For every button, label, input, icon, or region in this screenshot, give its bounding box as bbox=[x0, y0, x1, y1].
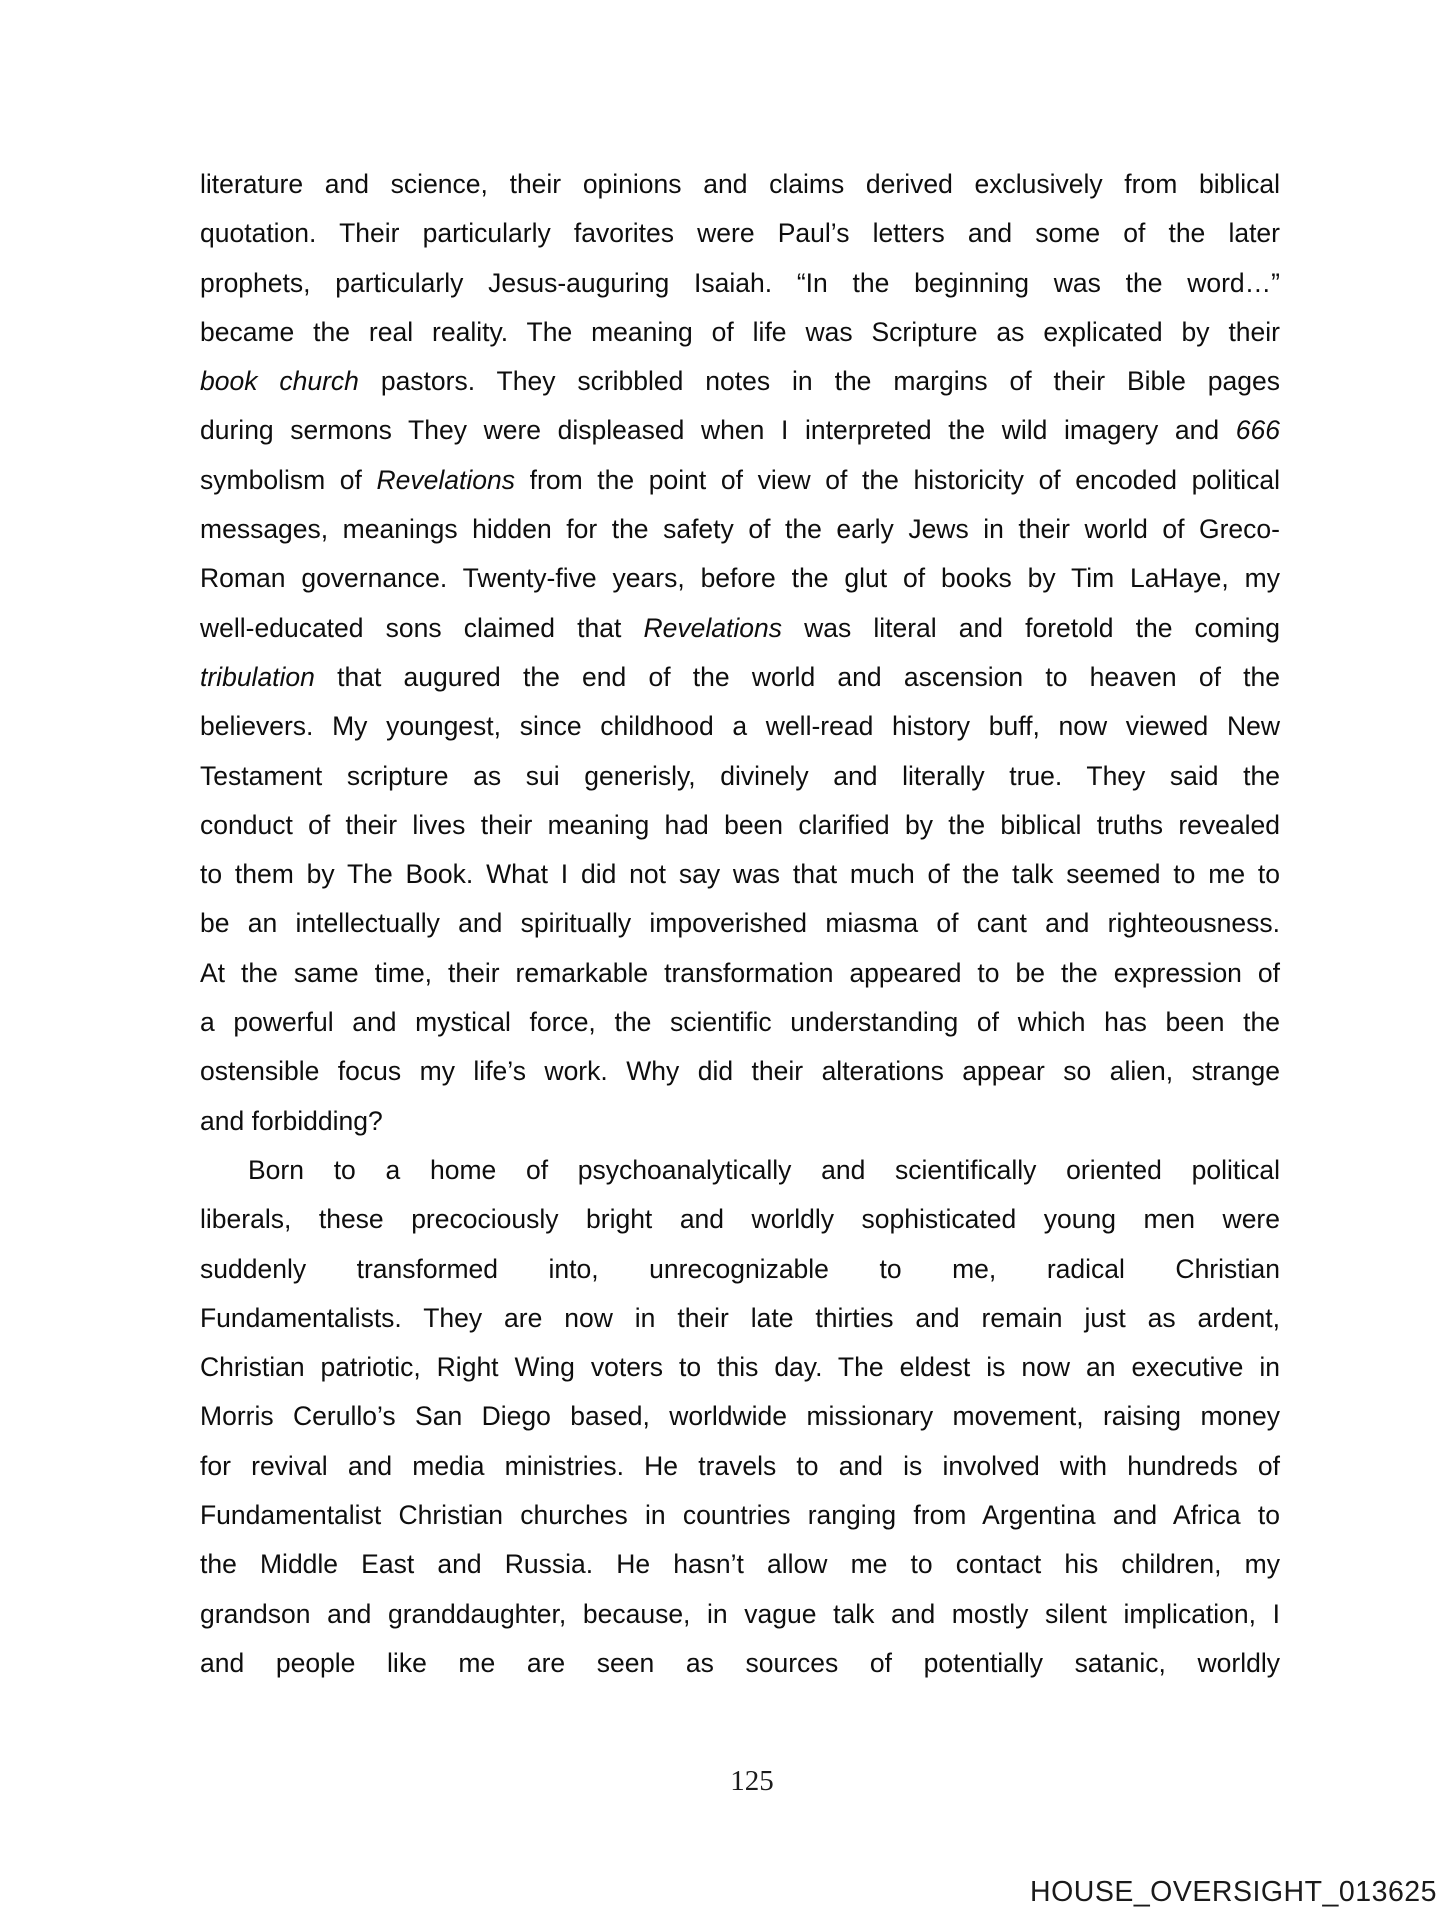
text-segment: conduct of their lives their meaning had been clarified by the biblical truths revealed bbox=[200, 809, 1280, 840]
text-segment: and forbidding? bbox=[200, 1105, 383, 1136]
text-segment: grandson and granddaughter, because, in vague talk and mostly silent implication, I bbox=[200, 1598, 1280, 1629]
text-line bbox=[200, 1294, 1280, 1343]
text-segment: and people like me are seen as sources of potentially satanic, worldly bbox=[200, 1647, 1280, 1678]
text-segment: Morris Cerullo’s San Diego based, worldwide missionary movement, raising money bbox=[200, 1401, 1280, 1432]
text-line bbox=[200, 702, 1280, 751]
text-segment: from the point of view of the historicity of encoded political bbox=[515, 464, 1281, 495]
text-segment: Testament scripture as sui generisly, divinely and literally true. They said the bbox=[200, 760, 1280, 791]
text-line bbox=[200, 1146, 1280, 1195]
text-line bbox=[200, 456, 1280, 505]
text-line bbox=[200, 308, 1280, 357]
text-segment: suddenly transformed into, unrecognizable to me, radical Christian bbox=[200, 1253, 1280, 1284]
text-line bbox=[200, 1540, 1280, 1589]
text-segment: the Middle East and Russia. He hasn’t allow me to contact his children, my bbox=[200, 1549, 1280, 1580]
text-segment: became the real reality. The meaning of life was Scripture as explicated by their bbox=[200, 316, 1280, 347]
text-segment: be an intellectually and spiritually impoverished miasma of cant and righteousness. bbox=[200, 908, 1280, 939]
text-segment: messages, meanings hidden for the safety of the early Jews in their world of Greco- bbox=[200, 514, 1280, 545]
text-segment: for revival and media ministries. He travels to and is involved with hundreds of bbox=[200, 1450, 1280, 1481]
text-line bbox=[200, 1491, 1280, 1540]
text-segment: Fundamentalist Christian churches in countries ranging from Argentina and Africa to bbox=[200, 1500, 1280, 1531]
text-line bbox=[200, 1097, 1280, 1146]
text-segment: a powerful and mystical force, the scientific understanding of which has been the bbox=[200, 1007, 1280, 1038]
text-line bbox=[200, 850, 1280, 899]
text-line bbox=[200, 604, 1280, 653]
text-segment: that augured the end of the world and ascension to heaven of the bbox=[314, 661, 1280, 692]
text-line bbox=[200, 209, 1280, 258]
text-segment: ostensible focus my life’s work. Why did their alterations appear so alien, strange bbox=[200, 1056, 1280, 1087]
text-line bbox=[200, 1343, 1280, 1392]
text-segment: believers. My youngest, since childhood a well-read history buff, now viewed New bbox=[200, 711, 1280, 742]
text-line bbox=[200, 357, 1280, 406]
text-line bbox=[200, 949, 1280, 998]
text-line bbox=[200, 1245, 1280, 1294]
text-segment: literature and science, their opinions and claims derived exclusively from biblical bbox=[200, 169, 1280, 199]
text-line bbox=[200, 1392, 1280, 1441]
document-body bbox=[200, 160, 1280, 1688]
text-segment: Christian patriotic, Right Wing voters to this day. The eldest is now an executive in bbox=[200, 1352, 1280, 1383]
text-segment: Fundamentalists. They are now in their late thirties and remain just as ardent, bbox=[200, 1302, 1280, 1333]
text-line bbox=[200, 1639, 1280, 1688]
bates-number: HOUSE_OVERSIGHT_013625 bbox=[1029, 1876, 1437, 1908]
text-line bbox=[200, 259, 1280, 308]
text-line bbox=[200, 1195, 1280, 1244]
text-segment: Born to a home of psychoanalytically and scientifically oriented political bbox=[248, 1154, 1280, 1185]
text-line bbox=[200, 653, 1280, 702]
italic-text-segment: 666 bbox=[1235, 415, 1280, 446]
text-segment: Roman governance. Twenty-five years, before the glut of books by Tim LaHaye, my bbox=[200, 563, 1280, 594]
text-line bbox=[200, 406, 1280, 455]
italic-text-segment: book church bbox=[200, 366, 359, 397]
paragraph bbox=[200, 160, 1280, 1146]
paragraph bbox=[200, 1146, 1280, 1688]
text-line bbox=[200, 998, 1280, 1047]
text-segment: pastors. They scribbled notes in the margins of their Bible pages bbox=[358, 366, 1280, 397]
text-line bbox=[200, 1590, 1280, 1639]
text-segment: to them by The Book. What I did not say was that much of the talk seemed to me to bbox=[200, 859, 1280, 890]
text-segment: during sermons They were displeased when I interpreted the wild imagery and bbox=[200, 415, 1236, 446]
text-line bbox=[200, 899, 1280, 948]
text-segment: liberals, these precociously bright and worldly sophisticated young men were bbox=[200, 1204, 1280, 1235]
text-segment: symbolism of bbox=[200, 464, 377, 495]
text-segment: was literal and foretold the coming bbox=[781, 612, 1280, 643]
text-line bbox=[200, 554, 1280, 603]
text-line bbox=[200, 1047, 1280, 1096]
text-line bbox=[200, 505, 1280, 554]
italic-text-segment: Revelations bbox=[643, 612, 782, 643]
text-segment: At the same time, their remarkable transformation appeared to be the expression of bbox=[200, 957, 1280, 988]
text-segment: prophets, particularly Jesus-auguring Isaiah. “In the beginning was the word…” bbox=[200, 267, 1280, 298]
page-number: 125 bbox=[730, 1765, 774, 1797]
text-line bbox=[200, 752, 1280, 801]
text-segment: quotation. Their particularly favorites were Paul’s letters and some of the later bbox=[200, 218, 1280, 249]
italic-text-segment: Revelations bbox=[376, 464, 516, 495]
text-segment: well-educated sons claimed that bbox=[200, 612, 644, 643]
text-line bbox=[200, 1442, 1280, 1491]
italic-text-segment: tribulation bbox=[200, 661, 315, 692]
text-line bbox=[200, 160, 1280, 209]
text-line bbox=[200, 801, 1280, 850]
